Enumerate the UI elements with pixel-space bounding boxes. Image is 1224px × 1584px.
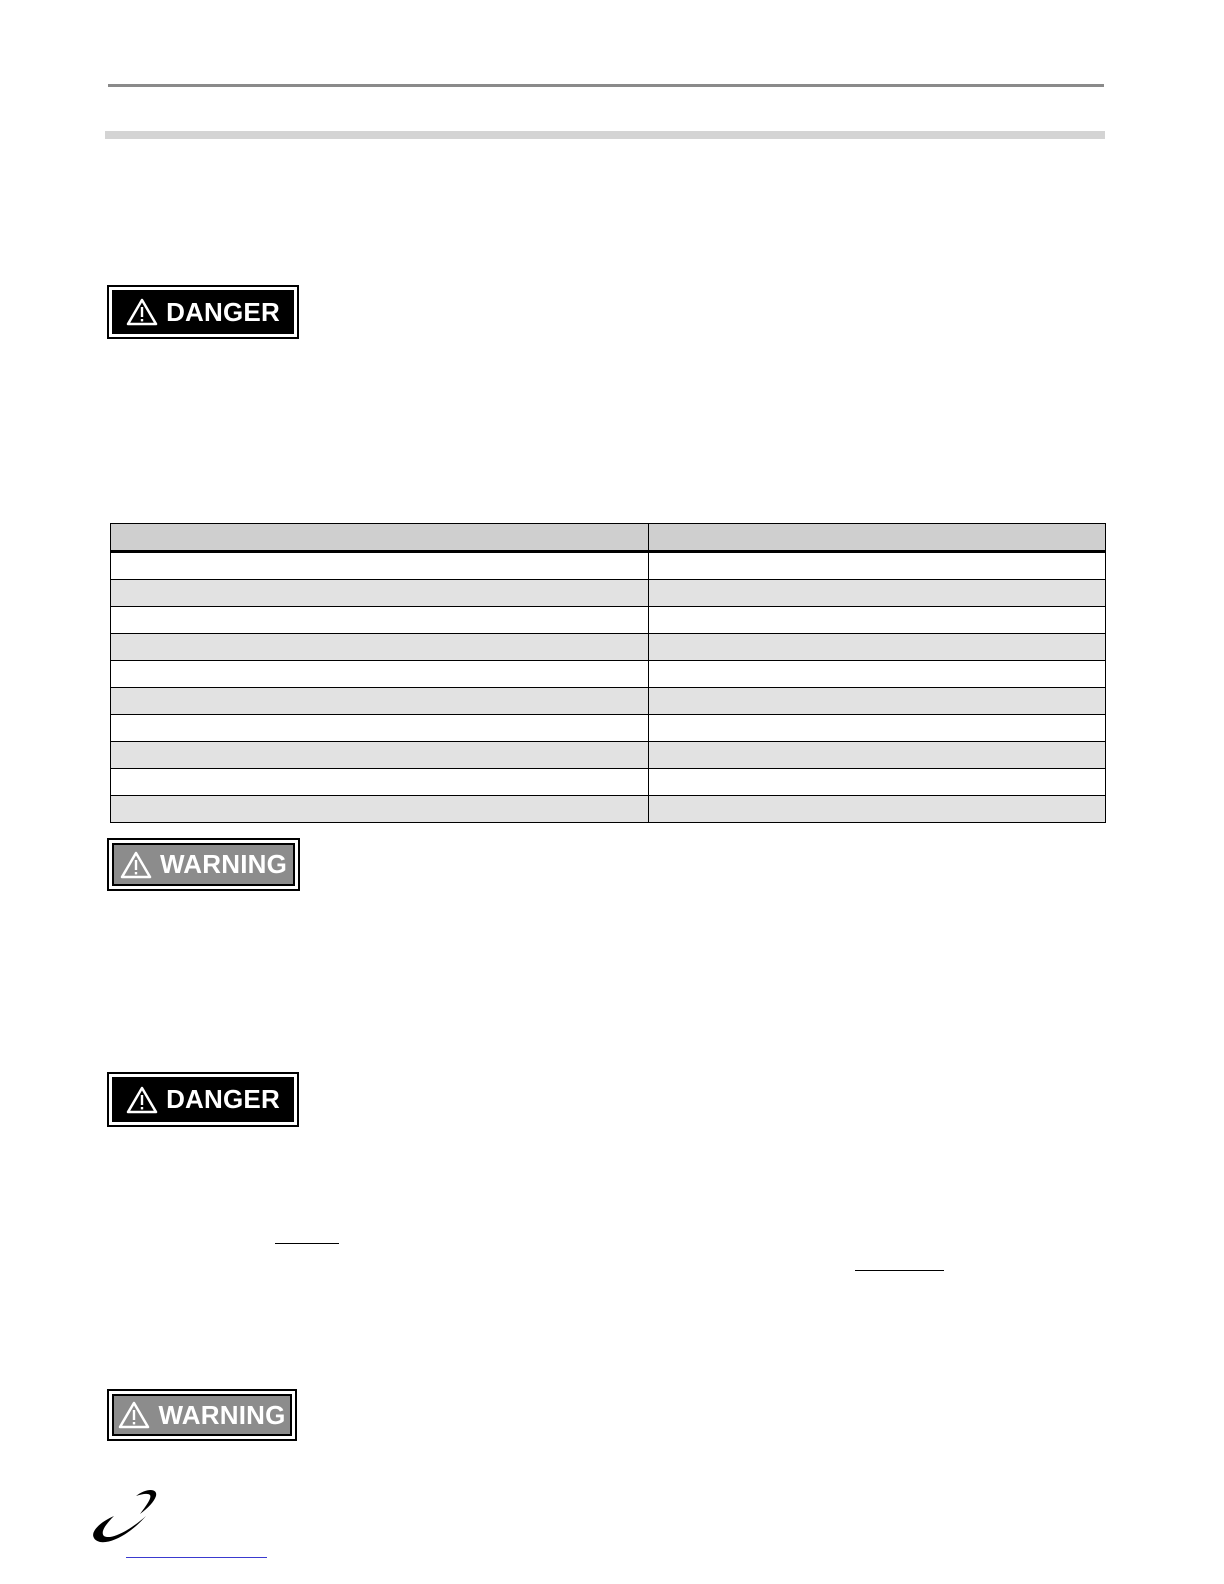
table-cell	[111, 715, 649, 742]
table-cell	[649, 796, 1106, 823]
danger-sign-panel	[112, 1077, 294, 1122]
warning-sign	[107, 838, 300, 891]
table-cell	[649, 607, 1106, 634]
table-cell	[111, 796, 649, 823]
table-cell	[649, 715, 1106, 742]
danger-sign	[107, 285, 299, 339]
table-row	[111, 769, 1106, 796]
warning-sign-panel	[112, 1394, 292, 1436]
warning-triangle-icon	[126, 298, 158, 326]
danger-sign	[107, 1072, 299, 1127]
underlined-text-fragment	[275, 1243, 339, 1244]
table-cell	[111, 661, 649, 688]
table-cell	[649, 580, 1106, 607]
table-header-cell	[111, 524, 649, 552]
warning-sign-panel	[112, 843, 295, 886]
section-title-band	[105, 131, 1105, 139]
table-cell	[111, 688, 649, 715]
table-cell	[111, 552, 649, 580]
table-row	[111, 634, 1106, 661]
warning-sign-label: WARNING	[159, 849, 288, 879]
underlined-text-fragment	[855, 1270, 944, 1271]
data-table	[110, 523, 1106, 823]
table-row	[111, 552, 1106, 580]
table-cell	[649, 634, 1106, 661]
table-row	[111, 796, 1106, 823]
table-cell	[649, 769, 1106, 796]
warning-triangle-icon	[126, 1086, 158, 1114]
warning-triangle-icon	[118, 1401, 150, 1429]
table-cell	[649, 688, 1106, 715]
table-cell	[111, 769, 649, 796]
warning-triangle-icon	[120, 851, 152, 879]
table-row	[111, 607, 1106, 634]
header-rule	[108, 84, 1104, 87]
table-cell	[649, 661, 1106, 688]
warning-sign-label: WARNING	[158, 1399, 286, 1430]
table-cell	[649, 742, 1106, 769]
table-cell	[111, 634, 649, 661]
table-row	[111, 661, 1106, 688]
table-cell	[111, 742, 649, 769]
table-cell	[649, 552, 1106, 580]
table-cell	[111, 580, 649, 607]
table-cell	[111, 607, 649, 634]
table-header-cell	[649, 524, 1106, 552]
danger-sign-label: DANGER	[166, 296, 280, 327]
footer-link[interactable]	[126, 1557, 267, 1558]
table-row	[111, 688, 1106, 715]
swoosh-logo-icon	[88, 1486, 160, 1544]
warning-sign	[107, 1389, 297, 1441]
table-row	[111, 715, 1106, 742]
danger-sign-label: DANGER	[166, 1084, 280, 1114]
table-header-row	[111, 524, 1106, 552]
table-row	[111, 580, 1106, 607]
table-row	[111, 742, 1106, 769]
danger-sign-panel	[112, 290, 294, 334]
